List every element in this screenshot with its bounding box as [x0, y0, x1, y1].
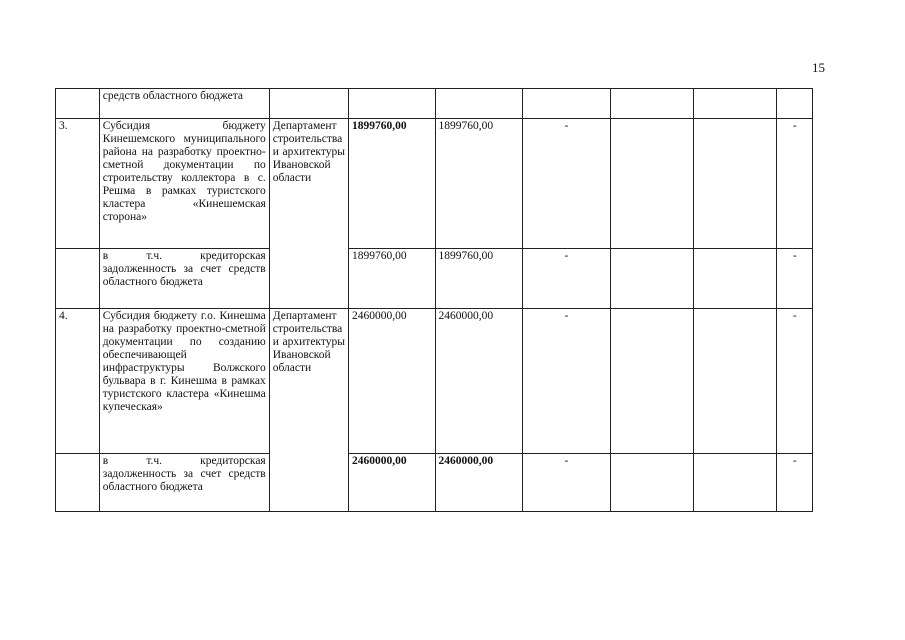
row-department: Департамент строительства и архитектуры Ивановской области — [269, 119, 348, 309]
row-col-9 — [777, 89, 813, 119]
budget-table — [55, 88, 813, 512]
row-col-8 — [694, 249, 777, 309]
row-col-6: - — [523, 119, 611, 249]
row-col-7 — [610, 249, 693, 309]
row-description: Субсидия бюджету Кинешемского муниципального района на разработку проектно-сметной документации по строительству коллектора в с. Решма в рамках туристского кластера «Кинешемская сторона» — [99, 119, 269, 249]
table-row — [56, 89, 813, 119]
row-col-8 — [694, 309, 777, 454]
row-col-9: - — [777, 309, 813, 454]
row-col-8 — [694, 89, 777, 119]
row-number — [56, 454, 100, 512]
row-number — [56, 249, 100, 309]
row-col-7 — [610, 309, 693, 454]
row-amount-1: 1899760,00 — [348, 119, 435, 249]
row-col-6: - — [523, 249, 611, 309]
row-col-9: - — [777, 249, 813, 309]
row-amount-2: 1899760,00 — [435, 249, 523, 309]
row-amount-1: 2460000,00 — [348, 454, 435, 512]
row-col-8 — [694, 119, 777, 249]
row-number: 3. — [56, 119, 100, 249]
row-number — [56, 89, 100, 119]
row-amount-2: 2460000,00 — [435, 454, 523, 512]
row-col-6: - — [523, 454, 611, 512]
table-row — [56, 454, 813, 512]
row-department: Департамент строительства и архитектуры Ивановской области — [269, 309, 348, 512]
table-row — [56, 309, 813, 454]
row-description: Субсидия бюджету г.о. Кинешма на разработку проектно-сметной документации по созданию обеспечивающей инфраструктуры Волжского бульвара в г. Кинешма в рамках туристского кластера «Кинешма купеческая» — [99, 309, 269, 454]
row-col-9: - — [777, 454, 813, 512]
page-number: 15 — [812, 60, 825, 75]
row-description: в т.ч. кредиторская задолженность за счет средств областного бюджета — [99, 249, 269, 309]
row-department — [269, 89, 348, 119]
table-row — [56, 249, 813, 309]
row-amount-1: 2460000,00 — [348, 309, 435, 454]
row-amount-2: 1899760,00 — [435, 119, 523, 249]
row-col-6: - — [523, 309, 611, 454]
row-amount-2 — [435, 89, 523, 119]
row-col-8 — [694, 454, 777, 512]
row-number: 4. — [56, 309, 100, 454]
row-amount-2: 2460000,00 — [435, 309, 523, 454]
row-col-6 — [523, 89, 611, 119]
row-description: средств областного бюджета — [99, 89, 269, 119]
row-description: в т.ч. кредиторская задолженность за счет средств областного бюджета — [99, 454, 269, 512]
row-amount-1 — [348, 89, 435, 119]
row-col-7 — [610, 454, 693, 512]
table-row — [56, 119, 813, 249]
row-col-7 — [610, 119, 693, 249]
row-amount-1: 1899760,00 — [348, 249, 435, 309]
row-col-7 — [610, 89, 693, 119]
row-col-9: - — [777, 119, 813, 249]
